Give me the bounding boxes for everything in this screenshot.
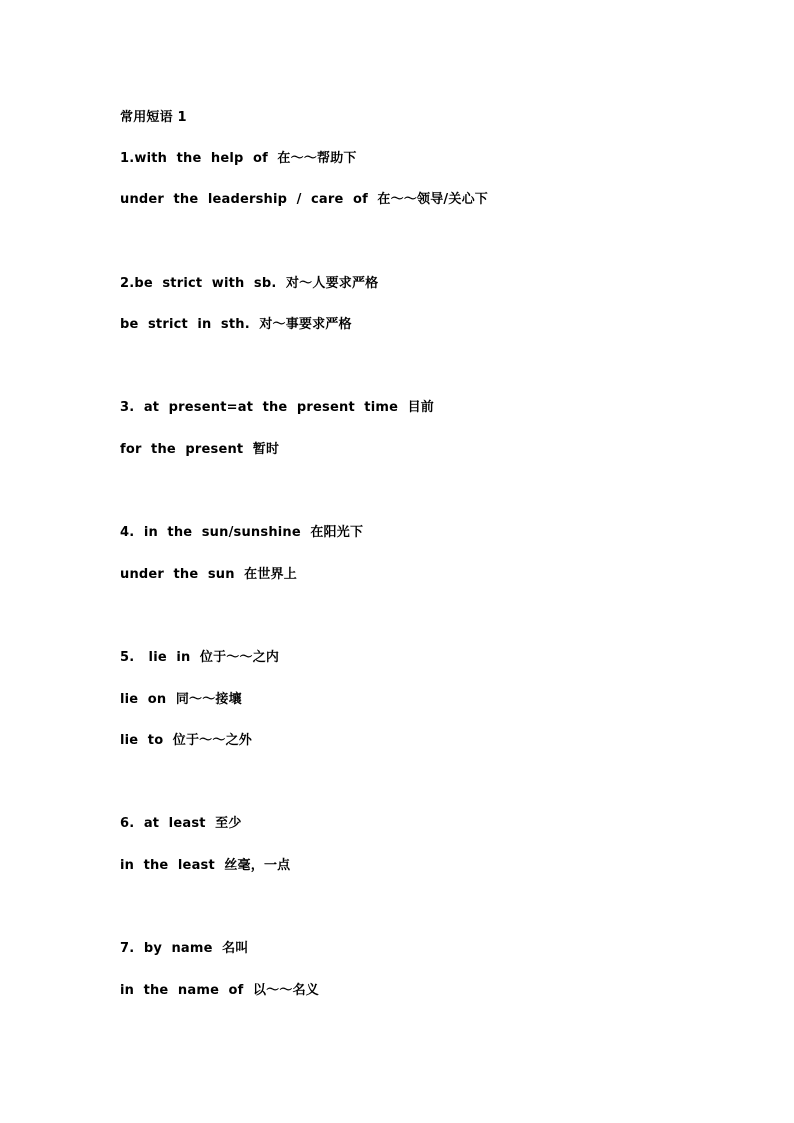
phrase-line: 6. at least 至少	[120, 816, 242, 831]
phrase-line: for the present 暂时	[120, 442, 280, 457]
phrase-line: lie to 位于～～之外	[120, 733, 252, 748]
document-title: 常用短语 1	[120, 110, 187, 125]
phrase-line: 2.be strict with sb. 对～人要求严格	[120, 276, 379, 291]
phrase-line: 7. by name 名叫	[120, 941, 249, 956]
phrase-line: in the least 丝毫，一点	[120, 858, 291, 873]
phrase-line: lie on 同～～接壤	[120, 692, 242, 707]
phrase-line: 5. lie in 位于～～之内	[120, 650, 280, 665]
phrase-line: under the leadership / care of 在～～领导/关心下	[120, 192, 488, 207]
phrase-line: be strict in sth. 对～事要求严格	[120, 317, 352, 332]
phrase-line: 4. in the sun/sunshine 在阳光下	[120, 525, 364, 540]
phrase-line: in the name of 以～～名义	[120, 983, 319, 998]
phrase-line: 1.with the help of 在～～帮助下	[120, 151, 357, 166]
phrase-line: under the sun 在世界上	[120, 567, 297, 582]
phrase-line: 3. at present=at the present time 目前	[120, 400, 434, 415]
